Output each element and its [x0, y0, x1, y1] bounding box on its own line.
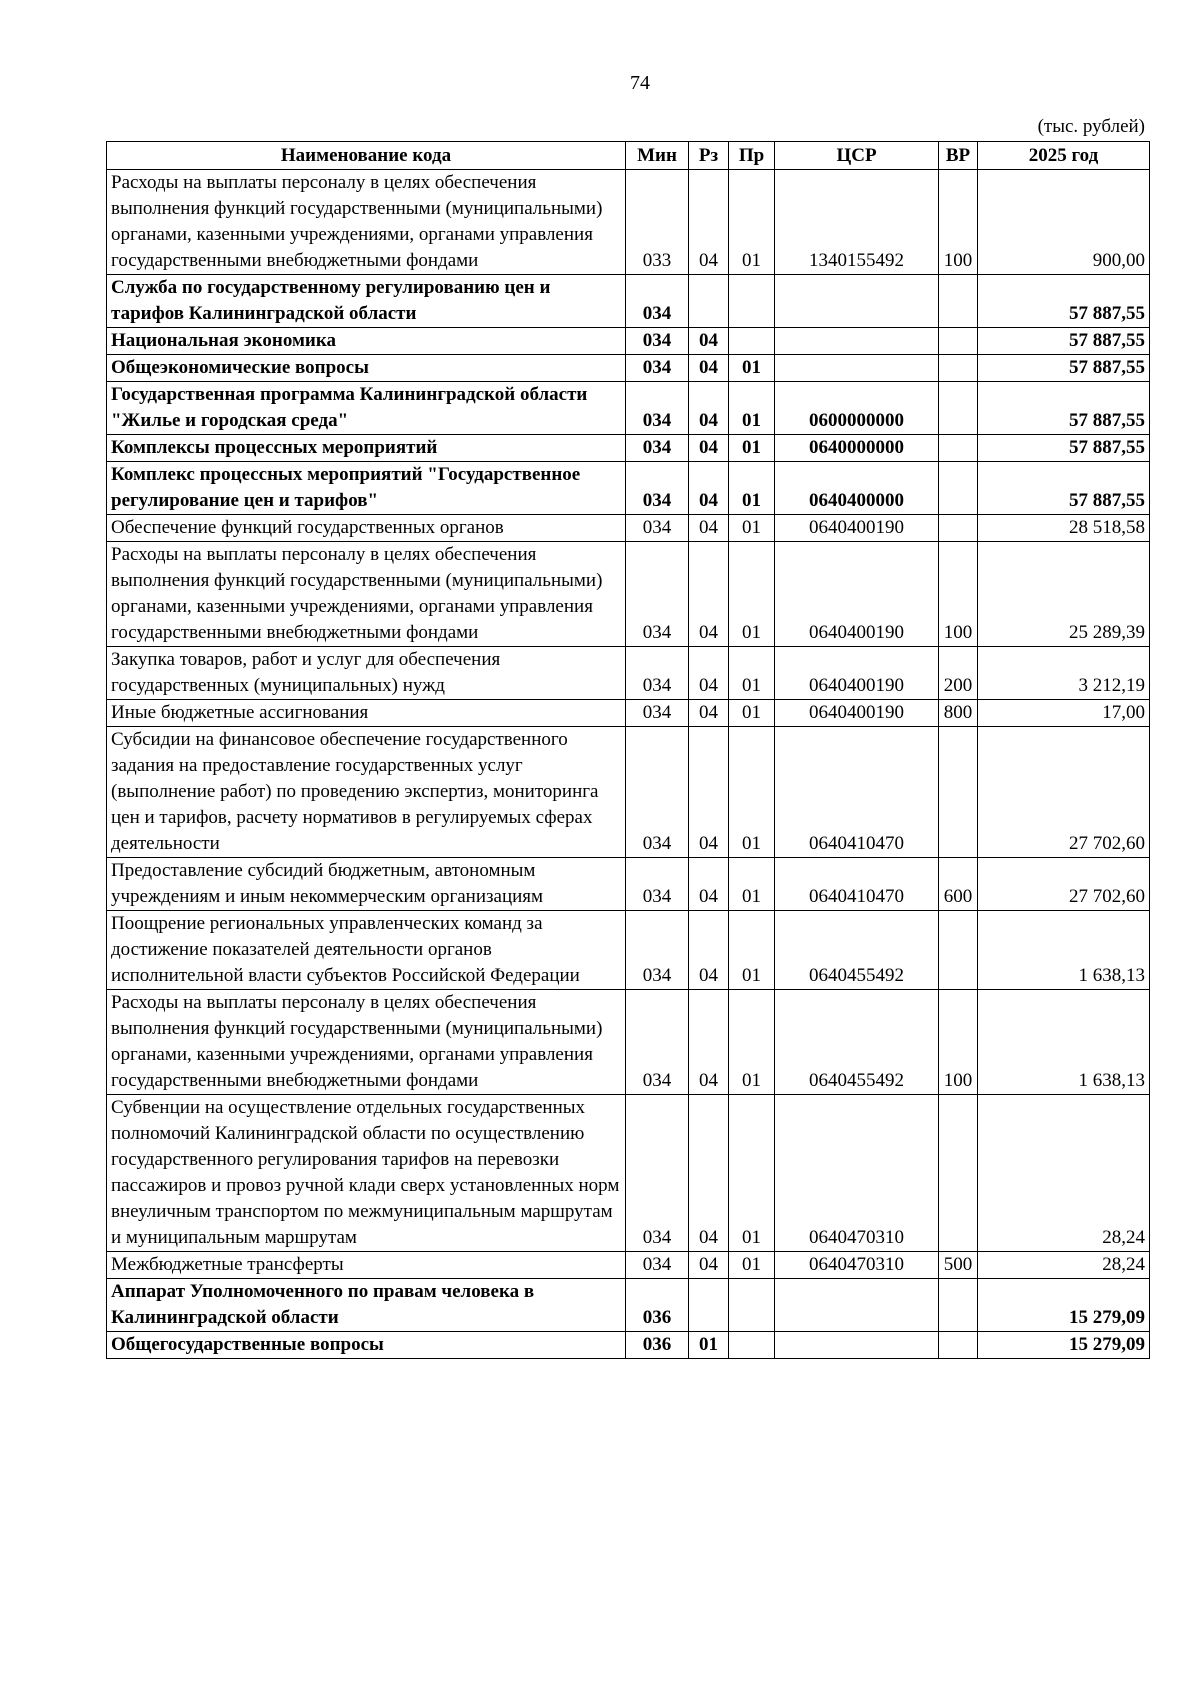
cell-csr — [775, 1279, 939, 1332]
cell-rz: 04 — [689, 1252, 729, 1279]
table-row — [107, 462, 1150, 515]
cell-amount: 27 702,60 — [978, 727, 1150, 858]
cell-min: 034 — [626, 1252, 689, 1279]
cell-vr — [939, 1332, 978, 1359]
cell-pr — [729, 1279, 775, 1332]
cell-pr: 01 — [729, 911, 775, 990]
cell-rz: 04 — [689, 542, 729, 647]
header-amount: 2025 год — [978, 142, 1150, 170]
table-row — [107, 435, 1150, 462]
cell-pr: 01 — [729, 858, 775, 911]
cell-rz: 04 — [689, 727, 729, 858]
cell-csr: 0640400190 — [775, 647, 939, 700]
cell-amount: 3 212,19 — [978, 647, 1150, 700]
cell-csr: 0600000000 — [775, 382, 939, 435]
cell-name: Иные бюджетные ассигнования — [107, 700, 626, 727]
cell-rz: 04 — [689, 435, 729, 462]
cell-pr: 01 — [729, 1095, 775, 1252]
cell-pr — [729, 1332, 775, 1359]
cell-pr: 01 — [729, 727, 775, 858]
cell-rz: 04 — [689, 462, 729, 515]
cell-name: Закупка товаров, работ и услуг для обеспечения государственных (муниципальных) нужд — [107, 647, 626, 700]
cell-rz: 04 — [689, 170, 729, 275]
cell-rz: 04 — [689, 355, 729, 382]
cell-min: 034 — [626, 462, 689, 515]
cell-min: 033 — [626, 170, 689, 275]
table-row — [107, 647, 1150, 700]
cell-min: 034 — [626, 647, 689, 700]
cell-csr — [775, 355, 939, 382]
cell-name: Комплексы процессных мероприятий — [107, 435, 626, 462]
cell-pr: 01 — [729, 382, 775, 435]
cell-pr: 01 — [729, 700, 775, 727]
cell-pr: 01 — [729, 170, 775, 275]
cell-vr — [939, 328, 978, 355]
cell-min: 034 — [626, 990, 689, 1095]
cell-name: Общегосударственные вопросы — [107, 1332, 626, 1359]
header-vr: ВР — [939, 142, 978, 170]
table-row — [107, 170, 1150, 275]
table-row — [107, 1095, 1150, 1252]
table-row — [107, 382, 1150, 435]
cell-amount: 27 702,60 — [978, 858, 1150, 911]
cell-csr: 0640455492 — [775, 990, 939, 1095]
cell-pr: 01 — [729, 355, 775, 382]
cell-vr — [939, 727, 978, 858]
cell-csr: 0640470310 — [775, 1095, 939, 1252]
cell-rz: 01 — [689, 1332, 729, 1359]
cell-vr — [939, 911, 978, 990]
cell-min: 034 — [626, 515, 689, 542]
cell-amount: 57 887,55 — [978, 462, 1150, 515]
page-number: 74 — [630, 72, 650, 94]
cell-vr: 100 — [939, 170, 978, 275]
cell-name: Общеэкономические вопросы — [107, 355, 626, 382]
cell-amount: 15 279,09 — [978, 1332, 1150, 1359]
units-label: (тыс. рублей) — [1037, 116, 1145, 137]
cell-csr: 0640455492 — [775, 911, 939, 990]
cell-rz: 04 — [689, 1095, 729, 1252]
cell-name: Предоставление субсидий бюджетным, автономным учреждениям и иным некоммерческим организациям — [107, 858, 626, 911]
table-row — [107, 911, 1150, 990]
cell-min: 036 — [626, 1279, 689, 1332]
cell-rz — [689, 275, 729, 328]
cell-amount: 28,24 — [978, 1252, 1150, 1279]
cell-vr: 100 — [939, 542, 978, 647]
cell-rz: 04 — [689, 382, 729, 435]
cell-rz: 04 — [689, 911, 729, 990]
table-row — [107, 355, 1150, 382]
cell-name: Субвенции на осуществление отдельных государственных полномочий Калининградской области по осуществлению государственного регулирования тарифов на перевозки пассажиров и провоз ручной клади сверх установленных норм внеуличным транспортом по межмуниципальным маршрутам и муниципальным маршрутам — [107, 1095, 626, 1252]
cell-amount: 57 887,55 — [978, 382, 1150, 435]
cell-csr — [775, 1332, 939, 1359]
cell-min: 034 — [626, 328, 689, 355]
cell-vr: 100 — [939, 990, 978, 1095]
header-min: Мин — [626, 142, 689, 170]
cell-amount: 1 638,13 — [978, 990, 1150, 1095]
cell-amount: 57 887,55 — [978, 275, 1150, 328]
cell-amount: 1 638,13 — [978, 911, 1150, 990]
table-row — [107, 275, 1150, 328]
cell-name: Расходы на выплаты персоналу в целях обеспечения выполнения функций государственными (муниципальными) органами, казенными учреждениями, органами управления государственными внебюджетными фондами — [107, 542, 626, 647]
header-pr: Пр — [729, 142, 775, 170]
cell-name: Обеспечение функций государственных органов — [107, 515, 626, 542]
table-row — [107, 542, 1150, 647]
cell-min: 034 — [626, 542, 689, 647]
cell-rz: 04 — [689, 700, 729, 727]
cell-amount: 15 279,09 — [978, 1279, 1150, 1332]
cell-rz: 04 — [689, 515, 729, 542]
cell-csr: 0640400000 — [775, 462, 939, 515]
cell-min: 036 — [626, 1332, 689, 1359]
budget-table — [106, 141, 1150, 1359]
table-row — [107, 1332, 1150, 1359]
cell-name: Комплекс процессных мероприятий "Государственное регулирование цен и тарифов" — [107, 462, 626, 515]
cell-rz: 04 — [689, 328, 729, 355]
cell-min: 034 — [626, 700, 689, 727]
cell-vr — [939, 355, 978, 382]
cell-amount: 57 887,55 — [978, 328, 1150, 355]
table-row — [107, 328, 1150, 355]
header-rz: Рз — [689, 142, 729, 170]
header-name: Наименование кода — [107, 142, 626, 170]
cell-name: Расходы на выплаты персоналу в целях обеспечения выполнения функций государственными (муниципальными) органами, казенными учреждениями, органами управления государственными внебюджетными фондами — [107, 170, 626, 275]
cell-min: 034 — [626, 727, 689, 858]
cell-csr: 0640000000 — [775, 435, 939, 462]
table-row — [107, 700, 1150, 727]
cell-pr: 01 — [729, 990, 775, 1095]
cell-min: 034 — [626, 275, 689, 328]
table-row — [107, 990, 1150, 1095]
cell-pr: 01 — [729, 435, 775, 462]
table-body — [107, 170, 1150, 1359]
cell-amount: 57 887,55 — [978, 435, 1150, 462]
table-row — [107, 515, 1150, 542]
cell-vr — [939, 462, 978, 515]
cell-min: 034 — [626, 382, 689, 435]
cell-pr: 01 — [729, 1252, 775, 1279]
cell-min: 034 — [626, 435, 689, 462]
cell-csr: 0640400190 — [775, 700, 939, 727]
cell-name: Государственная программа Калининградской области "Жилье и городская среда" — [107, 382, 626, 435]
cell-vr: 200 — [939, 647, 978, 700]
cell-pr: 01 — [729, 462, 775, 515]
cell-csr: 0640410470 — [775, 727, 939, 858]
cell-csr: 0640410470 — [775, 858, 939, 911]
cell-name: Поощрение региональных управленческих команд за достижение показателей деятельности органов исполнительной власти субъектов Российской Федерации — [107, 911, 626, 990]
cell-rz: 04 — [689, 858, 729, 911]
table-row — [107, 858, 1150, 911]
cell-min: 034 — [626, 1095, 689, 1252]
table-row — [107, 1279, 1150, 1332]
cell-csr: 1340155492 — [775, 170, 939, 275]
cell-rz: 04 — [689, 647, 729, 700]
cell-name: Расходы на выплаты персоналу в целях обеспечения выполнения функций государственными (муниципальными) органами, казенными учреждениями, органами управления государственными внебюджетными фондами — [107, 990, 626, 1095]
cell-vr — [939, 275, 978, 328]
cell-amount: 25 289,39 — [978, 542, 1150, 647]
cell-amount: 900,00 — [978, 170, 1150, 275]
cell-csr: 0640400190 — [775, 515, 939, 542]
cell-vr — [939, 1095, 978, 1252]
cell-amount: 28 518,58 — [978, 515, 1150, 542]
cell-min: 034 — [626, 911, 689, 990]
cell-min: 034 — [626, 355, 689, 382]
cell-name: Служба по государственному регулированию цен и тарифов Калининградской области — [107, 275, 626, 328]
cell-amount: 17,00 — [978, 700, 1150, 727]
table-row — [107, 1252, 1150, 1279]
table-row — [107, 727, 1150, 858]
cell-pr — [729, 275, 775, 328]
cell-amount: 28,24 — [978, 1095, 1150, 1252]
cell-vr: 500 — [939, 1252, 978, 1279]
cell-pr — [729, 328, 775, 355]
cell-min: 034 — [626, 858, 689, 911]
cell-vr — [939, 435, 978, 462]
cell-csr: 0640470310 — [775, 1252, 939, 1279]
cell-name: Субсидии на финансовое обеспечение государственного задания на предоставление государственных услуг (выполнение работ) по проведению экспертиз, мониторинга цен и тарифов, расчету нормативов в регулируемых сферах деятельности — [107, 727, 626, 858]
cell-name: Межбюджетные трансферты — [107, 1252, 626, 1279]
cell-amount: 57 887,55 — [978, 355, 1150, 382]
cell-vr — [939, 515, 978, 542]
cell-name: Национальная экономика — [107, 328, 626, 355]
cell-rz: 04 — [689, 990, 729, 1095]
cell-csr: 0640400190 — [775, 542, 939, 647]
cell-vr — [939, 382, 978, 435]
cell-name: Аппарат Уполномоченного по правам человека в Калининградской области — [107, 1279, 626, 1332]
cell-csr — [775, 328, 939, 355]
cell-csr — [775, 275, 939, 328]
header-csr: ЦСР — [775, 142, 939, 170]
cell-rz — [689, 1279, 729, 1332]
cell-vr: 800 — [939, 700, 978, 727]
cell-pr: 01 — [729, 542, 775, 647]
cell-pr: 01 — [729, 647, 775, 700]
cell-pr: 01 — [729, 515, 775, 542]
cell-vr — [939, 1279, 978, 1332]
cell-vr: 600 — [939, 858, 978, 911]
table-header-row — [107, 142, 1150, 170]
